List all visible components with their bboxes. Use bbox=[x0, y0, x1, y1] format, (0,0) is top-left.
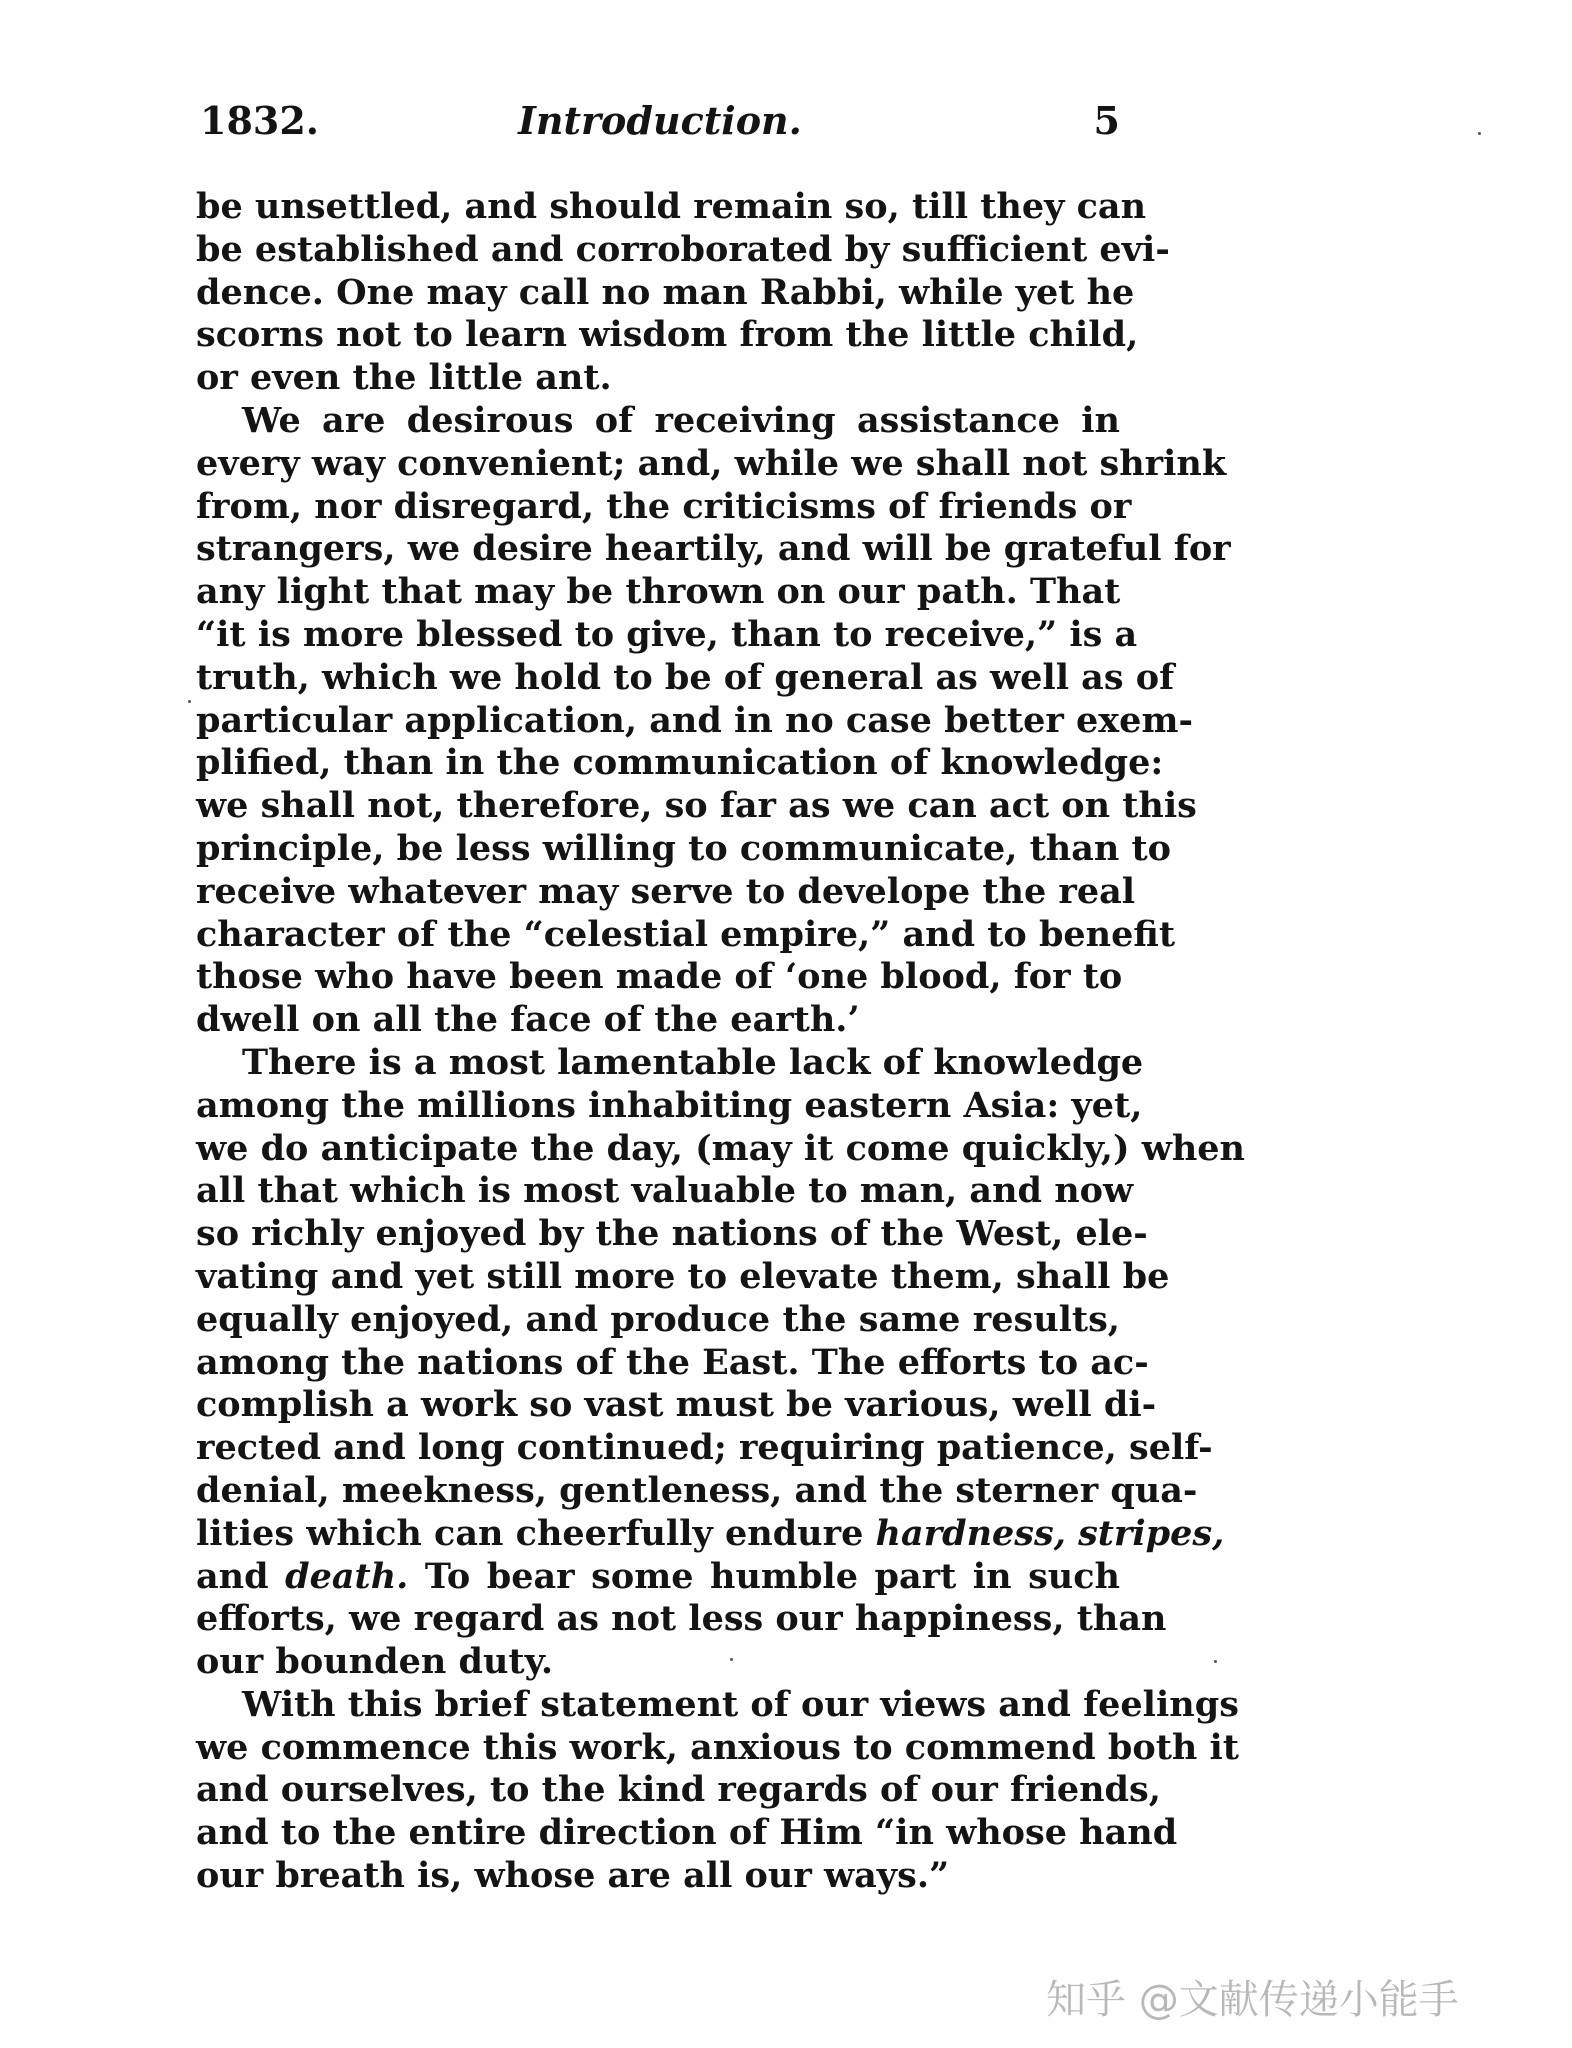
text-run: lities which can cheerfully endure bbox=[196, 1512, 876, 1554]
body-text bbox=[196, 186, 1245, 1898]
text-line: particular application, and in no case better exem- bbox=[196, 699, 1194, 741]
header-year: 1832. bbox=[200, 98, 319, 143]
text-line: dwell on all the face of the earth.’ bbox=[196, 999, 860, 1041]
text-line: be established and corroborated by sufficient evi- bbox=[196, 228, 1170, 270]
text-line: those who have been made of ‘one blood, for to bbox=[196, 956, 1123, 998]
text-line: be unsettled, and should remain so, till they can bbox=[196, 186, 1147, 227]
scan-speck bbox=[730, 1658, 733, 1661]
text-line: from, nor disregard, the criticisms of friends or bbox=[196, 485, 1132, 527]
text-line: our breath is, whose are all our ways.” bbox=[196, 1855, 950, 1897]
text-line: character of the “celestial empire,” and to benefit bbox=[196, 913, 1176, 955]
text-line: principle, be less willing to communicate, than to bbox=[196, 827, 1172, 869]
text-line bbox=[196, 1512, 1225, 1556]
scan-speck bbox=[1478, 132, 1481, 135]
text-line: equally enjoyed, and produce the same results, bbox=[196, 1298, 1120, 1340]
text-line: strangers, we desire heartily, and will be grateful for bbox=[196, 528, 1231, 570]
text-line: we do anticipate the day, (may it come quickly,) when bbox=[196, 1127, 1245, 1169]
text-run: To bear some humble part in such bbox=[408, 1555, 1120, 1597]
text-line: any light that may be thrown on our path. That bbox=[196, 571, 1121, 613]
text-line: rected and long continued; requiring patience, self- bbox=[196, 1427, 1213, 1469]
watermark: 知乎 @文献传递小能手 bbox=[1046, 1977, 1459, 2023]
text-line: With this brief statement of our views and feelings bbox=[242, 1683, 1239, 1725]
text-line: dence. One may call no man Rabbi, while yet he bbox=[196, 271, 1135, 313]
text-line: scorns not to learn wisdom from the little child, bbox=[196, 314, 1139, 356]
text-line: denial, meekness, gentleness, and the sterner qua- bbox=[196, 1469, 1198, 1511]
italic-run: hardness, stripes, bbox=[875, 1512, 1225, 1554]
text-line: our bounden duty. bbox=[196, 1641, 554, 1683]
text-line: There is a most lamentable lack of knowledge bbox=[242, 1041, 1144, 1083]
text-line: we commence this work, anxious to commend both it bbox=[196, 1726, 1239, 1768]
text-line: “it is more blessed to give, than to receive,” is a bbox=[196, 613, 1138, 655]
text-run: and bbox=[196, 1555, 286, 1597]
text-line: We are desirous of receiving assistance in bbox=[242, 399, 1120, 441]
text-line: among the millions inhabiting eastern Asia: yet, bbox=[196, 1084, 1143, 1126]
text-line: receive whatever may serve to develope the real bbox=[196, 870, 1136, 912]
text-line: efforts, we regard as not less our happiness, than bbox=[196, 1598, 1167, 1640]
text-line bbox=[196, 1556, 1120, 1599]
text-line: complish a work so vast must be various, well di- bbox=[196, 1384, 1157, 1426]
scan-speck bbox=[188, 700, 191, 703]
running-head bbox=[200, 98, 1120, 152]
text-line: all that which is most valuable to man, and now bbox=[196, 1170, 1134, 1212]
text-line: among the nations of the East. The efforts to ac- bbox=[196, 1341, 1149, 1383]
text-line: and to the entire direction of Him “in whose hand bbox=[196, 1812, 1178, 1854]
scan-speck bbox=[1214, 1660, 1217, 1663]
text-line: every way convenient; and, while we shall not shrink bbox=[196, 442, 1227, 484]
header-title: Introduction. bbox=[518, 98, 802, 143]
text-line: so richly enjoyed by the nations of the West, ele- bbox=[196, 1213, 1148, 1255]
text-line: we shall not, therefore, so far as we can act on this bbox=[196, 785, 1197, 827]
italic-run: death. bbox=[285, 1555, 409, 1597]
text-line: or even the little ant. bbox=[196, 357, 612, 399]
page-number: 5 bbox=[1093, 98, 1120, 143]
text-line: truth, which we hold to be of general as well as of bbox=[196, 656, 1175, 698]
text-line: plified, than in the communication of knowledge: bbox=[196, 742, 1164, 784]
text-line: vating and yet still more to elevate them, shall be bbox=[196, 1255, 1170, 1297]
text-line: and ourselves, to the kind regards of our friends, bbox=[196, 1769, 1161, 1811]
